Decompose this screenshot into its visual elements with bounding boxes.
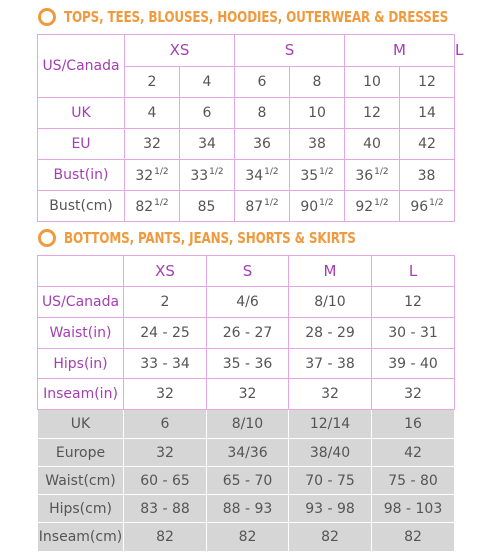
table-cell: $96^{1/2}$ — [400, 191, 455, 222]
row-label: Inseam(in) — [38, 379, 124, 410]
table-cell: 60 - 65 — [124, 467, 207, 495]
table-cell: 40 — [345, 129, 400, 160]
tops-size-table — [37, 34, 464, 222]
table-cell: 4 — [125, 98, 180, 129]
table-cell: 42 — [400, 129, 455, 160]
table-cell: $87^{1/2}$ — [235, 191, 290, 222]
bottoms-corner-cell — [38, 256, 124, 287]
row-label: US/Canada — [38, 287, 124, 318]
table-cell: 2 — [124, 287, 207, 318]
tops-bust-in-label: Bust(in) — [38, 160, 125, 191]
tops-bust-cm-row — [38, 191, 455, 222]
table-cell: 26 - 27 — [207, 318, 289, 349]
row-label: Europe — [38, 439, 124, 467]
bottoms-size-s: S — [207, 256, 289, 287]
table-row — [38, 467, 455, 495]
tops-bust-cm-label: Bust(cm) — [38, 191, 125, 222]
table-cell: 4 — [180, 67, 235, 98]
table-cell: 32 — [372, 379, 455, 410]
table-row — [38, 523, 455, 552]
table-cell: 32 — [125, 129, 180, 160]
table-cell: 82 — [124, 523, 207, 552]
circle-bullet-icon — [38, 229, 56, 247]
table-row — [38, 495, 455, 523]
row-label: Hips(cm) — [38, 495, 124, 523]
tops-bust-in-row — [38, 160, 455, 191]
row-label: Waist(cm) — [38, 467, 124, 495]
table-cell: 38/40 — [289, 439, 372, 467]
table-cell: 85 — [180, 191, 235, 222]
table-cell: 16 — [372, 410, 455, 439]
table-cell: 42 — [372, 439, 455, 467]
table-cell: 10 — [290, 98, 345, 129]
table-cell: 37 - 38 — [289, 349, 372, 379]
table-row — [38, 439, 455, 467]
tops-eu-row — [38, 129, 455, 160]
bottoms-section-title: BOTTOMS, PANTS, JEANS, SHORTS & SKIRTS — [64, 229, 356, 247]
tops-uscanada-label: US/Canada — [38, 35, 125, 98]
table-cell: 8 — [290, 67, 345, 98]
table-cell: $33^{1/2}$ — [180, 160, 235, 191]
table-cell: 8/10 — [289, 287, 372, 318]
table-row — [38, 410, 455, 439]
row-label: UK — [38, 410, 124, 439]
table-row — [38, 287, 455, 318]
table-cell: 38 — [290, 129, 345, 160]
tops-size-m: M — [345, 35, 455, 67]
table-cell: 10 — [345, 67, 400, 98]
table-cell: $90^{1/2}$ — [290, 191, 345, 222]
table-cell: 82 — [372, 523, 455, 552]
table-cell: 34/36 — [207, 439, 289, 467]
table-cell: 35 - 36 — [207, 349, 289, 379]
table-cell: $35^{1/2}$ — [290, 160, 345, 191]
table-cell: 32 — [124, 439, 207, 467]
table-cell: 8/10 — [207, 410, 289, 439]
table-cell: 75 - 80 — [372, 467, 455, 495]
table-cell: 32 — [124, 379, 207, 410]
table-cell: 14 — [400, 98, 455, 129]
table-cell: 83 - 88 — [124, 495, 207, 523]
bottoms-size-header-row — [38, 256, 455, 287]
bottoms-section-header — [38, 225, 403, 251]
table-cell: 38 — [400, 160, 455, 191]
table-cell: $82^{1/2}$ — [125, 191, 180, 222]
table-row — [38, 379, 455, 410]
table-cell: 2 — [125, 67, 180, 98]
table-cell: $32^{1/2}$ — [125, 160, 180, 191]
circle-bullet-icon — [38, 8, 56, 26]
tops-size-xs: XS — [125, 35, 235, 67]
tops-uk-label: UK — [38, 98, 125, 129]
row-label: Hips(in) — [38, 349, 124, 379]
tops-size-header-row: US/Canada XS S M L — [38, 35, 455, 67]
bottoms-size-l: L — [372, 256, 455, 287]
row-label: Inseam(cm) — [38, 523, 124, 552]
table-cell: 12 — [345, 98, 400, 129]
table-cell: 33 - 34 — [124, 349, 207, 379]
table-cell: 12 — [400, 67, 455, 98]
tops-eu-label: EU — [38, 129, 125, 160]
tops-uk-row — [38, 98, 455, 129]
table-cell: 70 - 75 — [289, 467, 372, 495]
table-cell: 4/6 — [207, 287, 289, 318]
table-cell: 98 - 103 — [372, 495, 455, 523]
bottoms-size-xs: XS — [124, 256, 207, 287]
table-cell: 30 - 31 — [372, 318, 455, 349]
bottoms-size-table — [37, 255, 455, 552]
table-cell: $92^{1/2}$ — [345, 191, 400, 222]
bottoms-size-m: M — [289, 256, 372, 287]
table-cell: 82 — [289, 523, 372, 552]
table-cell: 32 — [289, 379, 372, 410]
table-cell: $36^{1/2}$ — [345, 160, 400, 191]
table-cell: 34 — [180, 129, 235, 160]
table-cell: 88 - 93 — [207, 495, 289, 523]
table-cell: 6 — [124, 410, 207, 439]
table-cell: 8 — [235, 98, 290, 129]
tops-section-header — [38, 4, 504, 30]
table-cell: 82 — [207, 523, 289, 552]
table-cell: 36 — [235, 129, 290, 160]
table-cell: 28 - 29 — [289, 318, 372, 349]
table-cell: 39 - 40 — [372, 349, 455, 379]
tops-size-s: S — [235, 35, 345, 67]
table-cell: 6 — [235, 67, 290, 98]
table-cell: 32 — [207, 379, 289, 410]
row-label: Waist(in) — [38, 318, 124, 349]
table-row — [38, 349, 455, 379]
table-cell: 24 - 25 — [124, 318, 207, 349]
table-cell: 12 — [372, 287, 455, 318]
table-cell: 6 — [180, 98, 235, 129]
table-cell: 93 - 98 — [289, 495, 372, 523]
table-cell: 65 - 70 — [207, 467, 289, 495]
table-row — [38, 318, 455, 349]
table-cell: 12/14 — [289, 410, 372, 439]
tops-section-title: TOPS, TEES, BLOUSES, HOODIES, OUTERWEAR & DRESSES — [64, 8, 449, 26]
table-cell: $34^{1/2}$ — [235, 160, 290, 191]
